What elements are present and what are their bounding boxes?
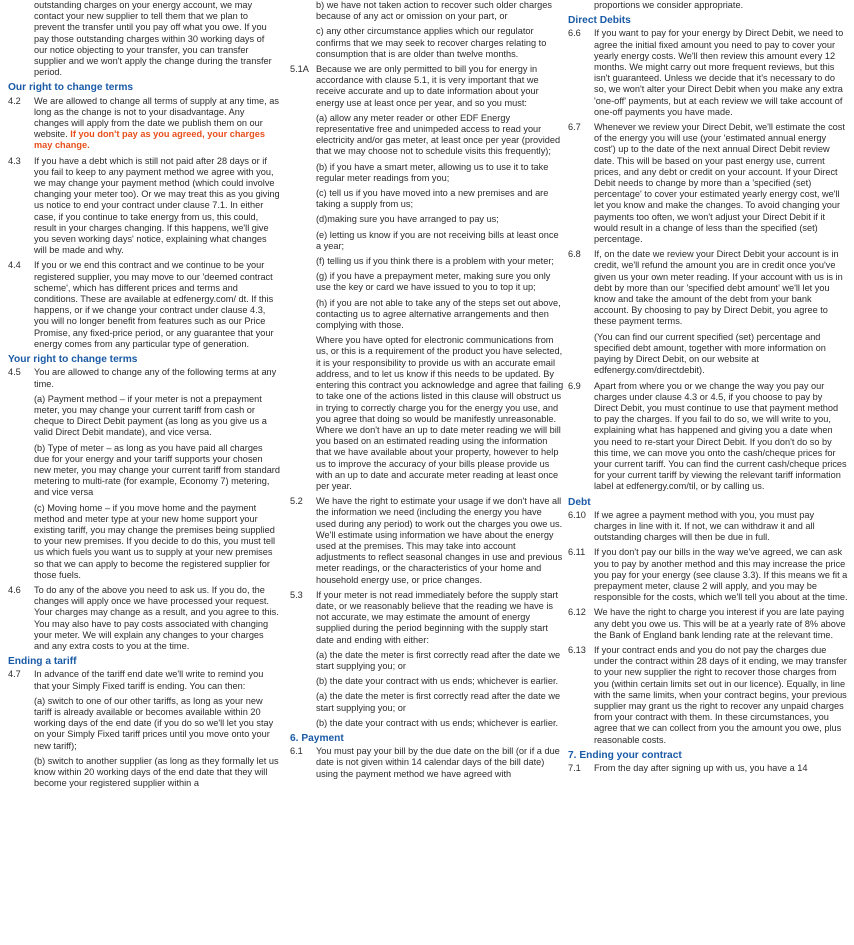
clause-number: 6.7 xyxy=(568,122,581,133)
clause-text: If your contract ends and you do not pay the charges due under the contract within 28 days of it ending, we may transfer to your new supplier the right to recover those charges from you (within certain limits set out in our licence). Equally, in line with the same limits, when your contract begins, your previous supplier may grant us the right to recover any unpaid charges from your contract with them. In these circumstances, you agree that we can collect from you the amount you owe, plus reasonable costs. xyxy=(594,644,847,745)
clause-number: 6.1 xyxy=(290,746,303,757)
clause-text: You must pay your bill by the due date on the bill (or if a due date is not given within 14 calendar days of the bill date) using the payment method we have agreed with xyxy=(316,746,560,779)
continued-sub-clause-c: c) any other circumstance applies which our regulator confirms that we may seek to recover charges relating to consumption that is are older than twelve months. xyxy=(316,26,547,59)
clause-number: 6.11 xyxy=(568,547,586,558)
clause-text: Apart from where you or we change the way you pay our charges under clause 4.3 or 4.5, if you choose to pay by Direct Debit, you must continue to use that payment method to pay the charges. If you fail to do so, we will write to you, explaining what has happened and giving you a date when you need to re-start your Direct Debit. If you don't do so by this time, we can move you onto the cash/cheque prices for your current tariff. You can find the current cash/cheque prices for your current tariff by viewing the relevant tariff information label at edfenergy.com/til, or by calling us. xyxy=(594,380,847,492)
clause-4-7 xyxy=(8,669,280,789)
heading-payment: 6. Payment xyxy=(290,732,344,744)
clause-text: We have the right to estimate your usage if we don't have all the information we need (including the energy you have used during any period) to work out the charges you owe us. We'll estimate using information we have about the energy used at the premises. This may take into account adjustments to reflect seasonal changes in use and previous meter readings, or the characteristics of your home and household energy use, or price changes. xyxy=(316,496,563,585)
clause-5-2 xyxy=(290,496,564,586)
clause-7-1 xyxy=(568,763,848,774)
sub-clause-b: (b) if you have a smart meter, allowing us to use it to take regular meter readings from you; xyxy=(316,161,549,183)
clause-number: 6.10 xyxy=(568,509,586,520)
heading-ending-your-contract: 7. Ending your contract xyxy=(568,749,682,761)
continued-sub-clause-b: b) we have not taken action to recover such older charges because of any act or omission on your part, or xyxy=(316,0,552,22)
clause-text: To do any of the above you need to ask us. If you do, the changes will apply once we have processed your request. Your charges may change as a result, and you agree to this. You may also have to pay costs associated with changing your meter. We will explain any changes to your charges and any extra costs to you at the time. xyxy=(34,584,279,651)
clause-intro: In advance of the tariff end date we'll write to remind you that your Simply Fixed tariff is ending. You can then: xyxy=(34,669,264,691)
heading-your-right-to-change-terms: Your right to change terms xyxy=(8,354,138,366)
sub-clause-b: (b) Type of meter – as long as you have paid all charges due for your energy and your tariff supports your chosen new meter, you may change your current tariff from standard metering to multi-rate (for example, Economy 7) metering, and vice versa xyxy=(34,442,280,498)
sub-clause-g: (g) if you have a prepayment meter, making sure you only use the key or card we have issued to you to top it up; xyxy=(316,271,551,293)
sub-clause-a: (a) allow any meter reader or other EDF Energy representative free and unimpeded access to read your electricity and/or gas meter, at least once per year (provided that we may choose not to schedule visits this frequently); xyxy=(316,112,561,157)
clause-text: If you want to pay for your energy by Direct Debit, we need to agree the initial fixed amount you need to pay to cover your yearly energy costs. We'll then review this amount every 12 months. We might carry out more frequent reviews, but this isn't guaranteed. Unless we decide that it's necessary to do so, we won't alter your Direct Debit when you make any extra 'one-off' payments, but at each review we will take account of one-off payments you have made. xyxy=(594,28,844,117)
sub-clause-a: (a) Payment method – if your meter is not a prepayment meter, you may change your current tariff from cash or cheque to Direct Debit payment (as long as you give us a valid Direct Debit mandate), and vice versa. xyxy=(34,393,267,438)
clause-number: 5.3 xyxy=(290,589,303,600)
clause-text: If we agree a payment method with you, you must pay charges in line with it. If not, we can withdraw it and all outstanding charges will then be due in full. xyxy=(594,509,815,543)
clause-4-6 xyxy=(8,585,280,652)
clause-text: Whenever we review your Direct Debit, we'll estimate the cost of the energy you will use (your 'estimated annual energy cost') up to the date of the next annual Direct Debit review date. This will be based on your past energy use, current prices, and any debt or credit on your account. If your Direct Debit needs to change by more than a 'specified (set) percentage' to cover your estimated yearly energy cost, we'll let you know and make the changes. To avoid changing your payments too often, we won't adjust your Direct Debit if it would result in a change of less than the specified (set) percentage. xyxy=(594,122,845,245)
clause-6-6 xyxy=(568,28,848,118)
continued-text: proportions we consider appropriate. xyxy=(594,0,744,10)
clause-text: From the day after signing up with us, you have a 14 xyxy=(594,763,808,773)
clause-number: 4.5 xyxy=(8,367,21,378)
clause-text: If you or we end this contract and we continue to be your registered supplier, you may move to our 'deemed contract scheme', which has different prices and terms and conditions. These are available at edfenergy.com/ dt. If this happens, or if we change your contract under clause 4.3, you will no longer benefit from features such as our Price Promise, any fixed-price period, or any guarantee that your energy comes from any particular type of generation. xyxy=(34,260,274,349)
sub-clause-a: (a) the date the meter is first correctly read after the date we start supplying you; or xyxy=(316,649,561,671)
clause-6-13 xyxy=(568,645,848,746)
clause-number: 6.6 xyxy=(568,28,581,39)
clause-number: 5.1A xyxy=(290,64,309,75)
sub-clause-f: (f) telling us if you think there is a problem with your meter; xyxy=(316,256,554,267)
clause-4-3 xyxy=(8,156,280,257)
clause-6-9 xyxy=(568,381,848,493)
sub-clause-d: (d)making sure you have arranged to pay us; xyxy=(316,214,499,225)
heading-ending-a-tariff: Ending a tariff xyxy=(8,656,77,668)
clause-text: If, on the date we review your Direct Debit your account is in credit, we'll refund the amount you are in credit once you've given us your own meter reading. If your account with us is in debt by more than our 'specified debt amount' we'll let you know and take the amount of the debt from your bank account. By choosing to pay by Direct Debit, you agree to these payment terms. xyxy=(594,249,843,327)
sub-clause-h: (h) if you are not able to take any of the steps set out above, contacting us to agree alternative arrangements and then complying with those. xyxy=(316,297,561,331)
clause-4-4 xyxy=(8,260,280,350)
sub-clause-a: (a) switch to one of our other tariffs, as long as your new tariff is already available or becomes available within 20 working days of the end date (if you do so we'll let you stay on your Simply Fixed tariff prices until you move onto your new tariff); xyxy=(34,695,274,751)
clause-4-2 xyxy=(8,96,280,152)
clause-6-1 xyxy=(290,746,564,780)
clause-6-11 xyxy=(568,547,848,603)
sub-clause-e: (e) letting us know if you are not receiving bills at least once a year; xyxy=(316,229,559,251)
column-3 xyxy=(568,0,848,945)
sub-clause-b: (b) the date your contract with us ends; whichever is earlier. xyxy=(316,717,559,728)
clause-number: 7.1 xyxy=(568,763,581,773)
clause-text: We are allowed to change all terms of supply at any time, as long as the change is not to your disadvantage. Any changes will apply from the date we publish them on our website. xyxy=(34,95,279,140)
clause-intro: Because we are only permitted to bill you for energy in accordance with clause 5.1, it is very important that we receive accurate and up to date information about your energy use at least once per year, and so you must: xyxy=(316,64,539,108)
clause-4-5 xyxy=(8,367,280,581)
clause-note: (You can find our current specified (set) percentage and specified debt amount, together with more information on paying by Direct Debit, on our website at edfenergy.com/directdebit). xyxy=(594,331,826,376)
clause-intro: If your meter is not read immediately before the supply start date, or we reasonably believe that the reading we have is not accurate, we may estimate the amount of energy supplied during the period beginning with the supply start date and ending with either: xyxy=(316,589,559,645)
sub-clause-b: (b) the date your contract with us ends; whichever is earlier. xyxy=(316,676,559,687)
clause-number: 5.2 xyxy=(290,496,303,507)
clause-6-12 xyxy=(568,607,848,641)
heading-debt: Debt xyxy=(568,496,591,508)
column-2 xyxy=(290,0,564,945)
sub-clause-b: (b) switch to another supplier (as long as they formally let us know within 20 working days of the end date that they will become your registered supplier within a xyxy=(34,755,279,789)
column-1 xyxy=(8,0,280,945)
clause-number: 4.3 xyxy=(8,155,21,166)
heading-direct-debits: Direct Debits xyxy=(568,15,631,27)
clause-number: 4.4 xyxy=(8,260,21,271)
sub-clause-a: (a) the date the meter is first correctly read after the date we start supplying you; or xyxy=(316,691,561,713)
clause-number: 6.12 xyxy=(568,607,586,618)
clause-text: If you have a debt which is still not paid after 28 days or if you fail to keep to any payment method we agree with you, we may change your payment method (which could involve changing your meter too). Or we may treat this as you giving us notice to end your contract under clause 7.1. In either case, if you continue to take energy from us, this could, result in your charges changing. If this happens, we'll give you seven working days' notice, explaining what changes will be made and why. xyxy=(34,155,280,256)
continued-text: outstanding charges on your energy account, we may contact your new supplier to tell them that we plan to prevent the transfer until you pay off what you owe. If you pay those outstanding charges within 30 working days of our notice objecting to your transfer, you can transfer supplier and we won't apply the change during the transfer period. xyxy=(34,0,272,78)
clause-text: If you don't pay our bills in the way we've agreed, we can ask you to pay by another method and this may increase the price you pay for your energy (see clause 3.3). If this means we fit a prepayment meter, clause 2 will apply, and you may be responsible for the costs, which we'll tell you about at the time. xyxy=(594,547,848,603)
clause-tail: Where you have opted for electronic communications from us, or this is a requirement of the product you have selected, it is your responsibility to provide us with an accurate email address, and to let us know if this needs to be updated. By entering this contract you acknowledge and agree that failing to take one of the actions listed in this clause will obstruct us in trying to correctly charge you for the energy you use, and you agree that doing so would be manifestly unreasonable. Where we don't have an up to date meter reading we will bill you based on an estimated reading using the information that we have available about your property, however to help us to improve the accuracy of your bills please provide us with an up to date and accurate meter reading at least once per year. xyxy=(316,335,564,491)
sub-clause-c: (c) tell us if you have moved into a new premises and are taking a supply from us; xyxy=(316,188,549,210)
clause-number: 6.9 xyxy=(568,380,581,391)
clause-6-10 xyxy=(568,510,848,544)
clause-number: 6.13 xyxy=(568,644,586,655)
clause-5-1a xyxy=(290,64,564,492)
clause-intro: You are allowed to change any of the following terms at any time. xyxy=(34,367,277,389)
highlight-warning: If you don't pay as you agreed, your charges may change. xyxy=(34,129,265,151)
clause-number: 4.7 xyxy=(8,669,21,680)
clause-text: We have the right to charge you interest if you are late paying any debt you owe us. This will be at a yearly rate of 8% above the Bank of England bank lending rate at the relevant time. xyxy=(594,607,846,640)
clause-6-8 xyxy=(568,249,848,376)
clause-number: 4.6 xyxy=(8,584,21,595)
clause-number: 6.8 xyxy=(568,249,581,260)
clause-6-7 xyxy=(568,122,848,245)
clause-5-3 xyxy=(290,590,564,729)
clause-number: 4.2 xyxy=(8,95,21,106)
heading-our-right-to-change-terms: Our right to change terms xyxy=(8,82,134,94)
sub-clause-c: (c) Moving home – if you move home and the payment method and meter type at your new home support your existing tariff, you may change the premises being supplied to your new premises. If you decide to do this, you must tell us which fuels you want us to supply at your new premises so that we can apply to become the registered supplier for those fuels. xyxy=(34,502,276,580)
